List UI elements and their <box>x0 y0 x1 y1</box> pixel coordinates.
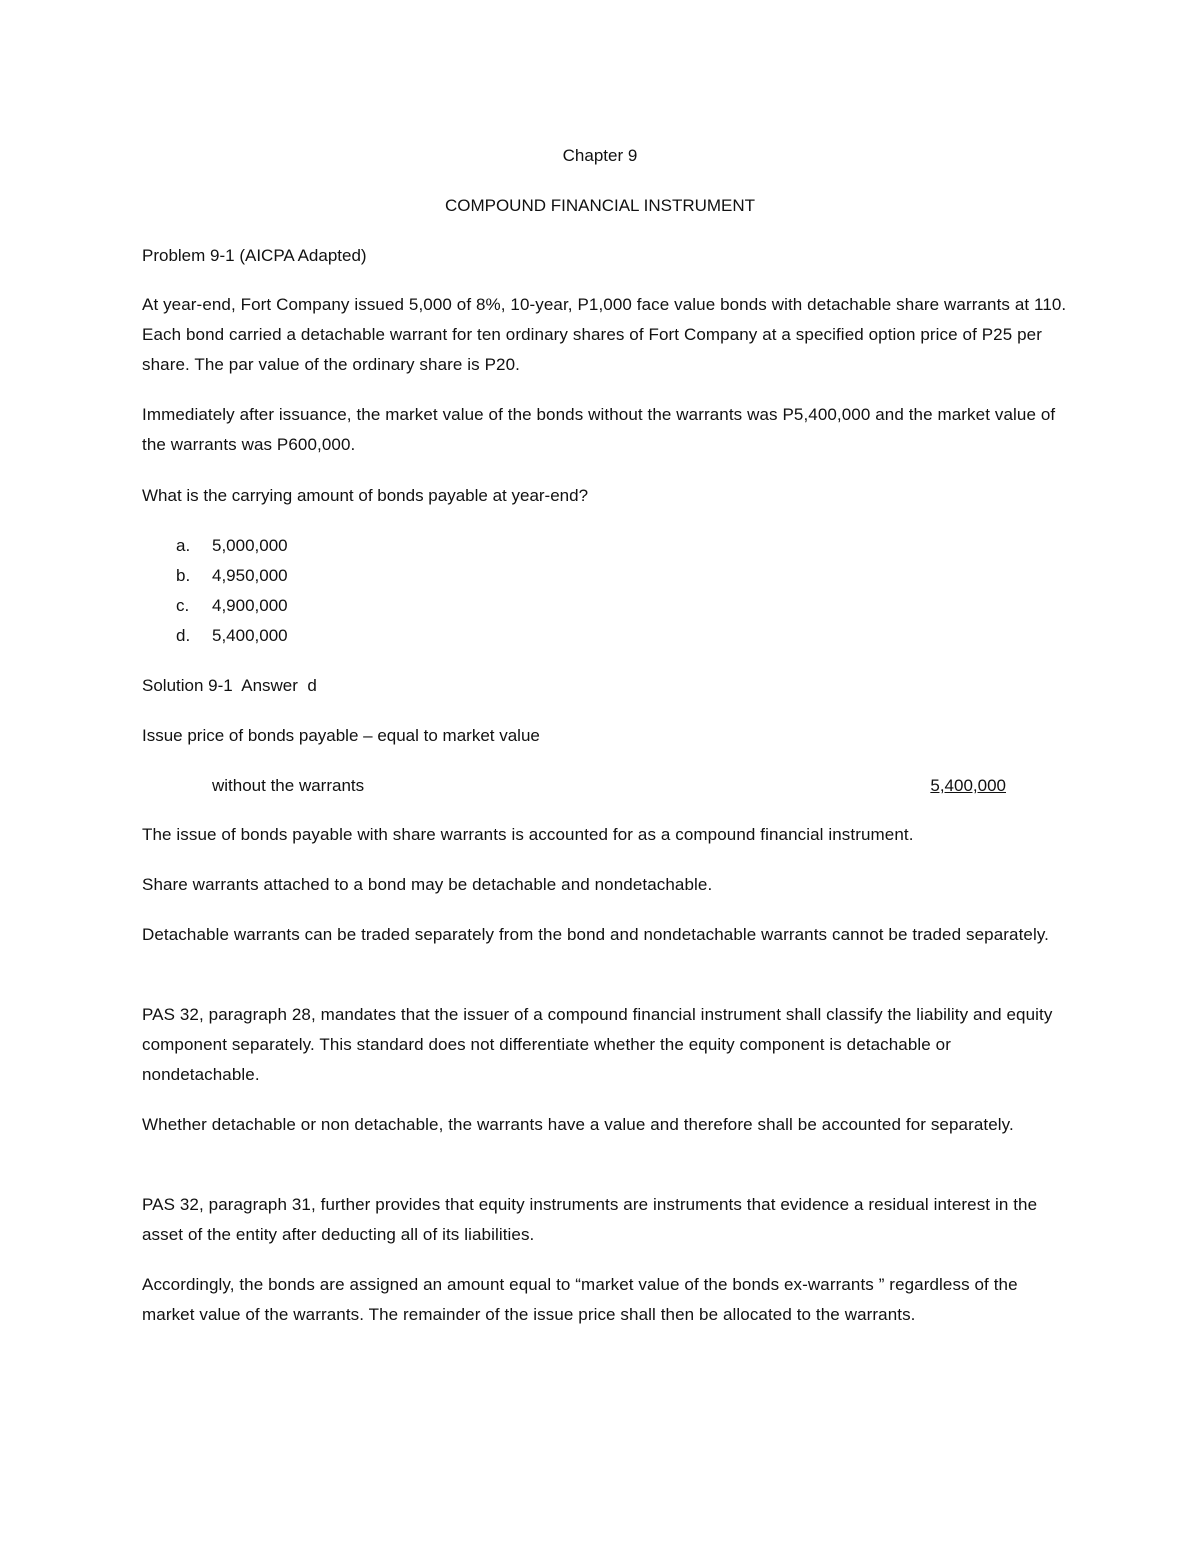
option-letter: a. <box>176 536 191 555</box>
solution-paragraph-5: Whether detachable or non detachable, the warrants have a value and therefore shall be accounted for separately. <box>142 1115 1014 1134</box>
chapter-label: Chapter 9 <box>562 146 638 165</box>
problem-heading: Problem 9-1 (AICPA Adapted) <box>142 246 367 265</box>
problem-paragraph-2: Immediately after issuance, the market value of the bonds without the warrants was P5,400,000 and the market value of the warrants was P600,000. <box>142 405 1056 454</box>
solution-heading: Solution 9-1 Answer d <box>142 676 317 695</box>
solution-paragraph-4: PAS 32, paragraph 28, mandates that the issuer of a compound financial instrument shall classify the liability and equity component separately. This standard does not differentiate whether the equity component is detachable or nondetachable. <box>142 1005 1053 1084</box>
solution-line-1: Issue price of bonds payable – equal to market value <box>142 726 540 745</box>
option-value: 4,950,000 <box>212 566 288 585</box>
solution-paragraph-2: Share warrants attached to a bond may be detachable and nondetachable. <box>142 875 713 894</box>
option-value: 5,400,000 <box>212 626 288 645</box>
chapter-title: COMPOUND FINANCIAL INSTRUMENT <box>444 196 756 215</box>
solution-paragraph-3: Detachable warrants can be traded separately from the bond and nondetachable warrants cannot be traded separately. <box>142 925 1049 944</box>
option-letter: b. <box>176 566 191 585</box>
solution-paragraph-7: Accordingly, the bonds are assigned an amount equal to “market value of the bonds ex-warrants ” regardless of the market value of the warrants. The remainder of the issue price shall then be allocated to the warrants. <box>142 1275 1018 1324</box>
option-value: 4,900,000 <box>212 596 288 615</box>
solution-paragraph-6: PAS 32, paragraph 31, further provides that equity instruments are instruments that evidence a residual interest in the asset of the entity after deducting all of its liabilities. <box>142 1195 1038 1244</box>
problem-paragraph-1: At year-end, Fort Company issued 5,000 of 8%, 10-year, P1,000 face value bonds with detachable share warrants at 110. Each bond carried a detachable warrant for ten ordinary shares of Fort Company at a specified option price of P25 per share. The par value of the ordinary share is P20. <box>142 295 1067 374</box>
option-letter: c. <box>176 596 190 615</box>
option-letter: d. <box>176 626 191 645</box>
solution-amount: 5,400,000 <box>930 776 1006 795</box>
solution-line-2-label: without the warrants <box>212 776 365 795</box>
solution-paragraph-1: The issue of bonds payable with share warrants is accounted for as a compound financial instrument. <box>142 825 914 844</box>
problem-question: What is the carrying amount of bonds payable at year-end? <box>142 486 589 505</box>
option-value: 5,000,000 <box>212 536 288 555</box>
